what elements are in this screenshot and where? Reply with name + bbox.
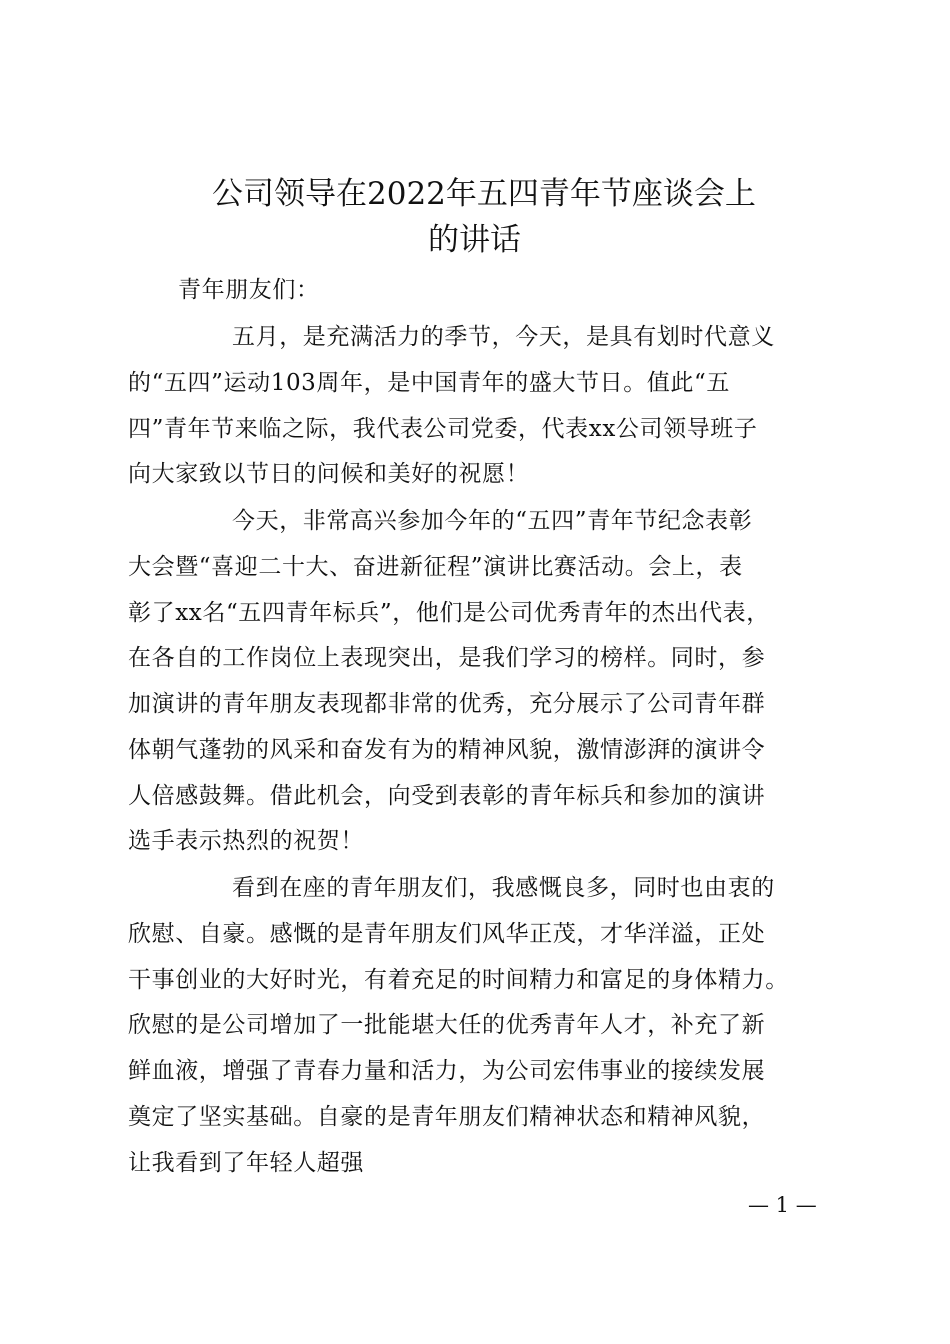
text-line: 看到在座的青年朋友们，我感慨良多，同时也由衷的 bbox=[232, 875, 775, 901]
text-line: 向大家致以节日的问候和美好的祝愿！ bbox=[128, 461, 530, 487]
text-line: 体朝气蓬勃的风采和奋发有为的精神风貌，激情澎湃的演讲令 bbox=[128, 737, 766, 763]
text-line: 选手表示热烈的祝贺！ bbox=[128, 828, 364, 854]
text-line: 欣慰、自豪。感慨的是青年朋友们风华正茂，才华洋溢，正处 bbox=[128, 921, 766, 947]
text-line: 人倍感鼓舞。借此机会，向受到表彰的青年标兵和参加的演讲 bbox=[128, 783, 766, 809]
text-line: 干事创业的大好时光，有着充足的时间精力和富足的身体精力。 bbox=[128, 967, 789, 993]
salutation: 青年朋友们： bbox=[178, 277, 320, 303]
text-line: 五月，是充满活力的季节，今天，是具有划时代意义 bbox=[232, 324, 775, 350]
text-line: 在各自的工作岗位上表现突出，是我们学习的榜样。同时，参 bbox=[128, 645, 766, 671]
text-line: 今天，非常高兴参加今年的“五四”青年节纪念表彰 bbox=[232, 508, 753, 534]
text-line: 加演讲的青年朋友表现都非常的优秀，充分展示了公司青年群 bbox=[128, 691, 766, 717]
text-line: 四”青年节来临之际，我代表公司党委，代表xx公司领导班子 bbox=[128, 416, 758, 442]
text-line: 大会暨“喜迎二十大、奋进新征程”演讲比赛活动。会上，表 bbox=[128, 554, 743, 580]
text-line: 的“五四”运动103周年，是中国青年的盛大节日。值此“五 bbox=[128, 370, 730, 396]
text-line: 彰了xx名“五四青年标兵”，他们是公司优秀青年的杰出代表， bbox=[128, 600, 770, 626]
text-line: 奠定了坚实基础。自豪的是青年朋友们精神状态和精神风貌， bbox=[128, 1104, 766, 1130]
page-number: — 1 — bbox=[748, 1193, 817, 1217]
text-line: 让我看到了年轻人超强 bbox=[128, 1150, 364, 1176]
text-line: 鲜血液，增强了青春力量和活力，为公司宏伟事业的接续发展 bbox=[128, 1058, 766, 1084]
text-line: 欣慰的是公司增加了一批能堪大任的优秀青年人才，补充了新 bbox=[128, 1012, 766, 1038]
title-line-1: 公司领导在2022年五四青年节座谈会上 bbox=[212, 176, 756, 212]
title-line-2: 的讲话 bbox=[428, 222, 521, 258]
